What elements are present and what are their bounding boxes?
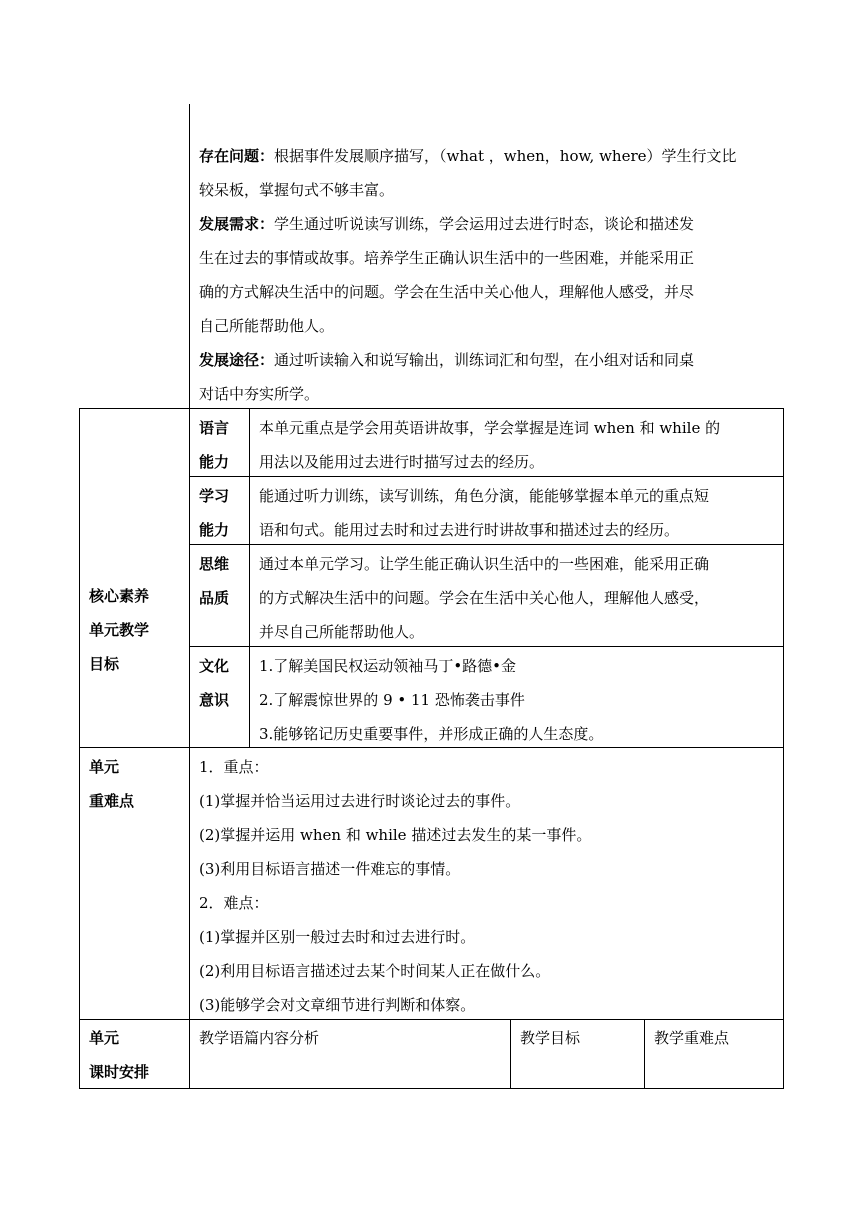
difficulty-line-1: 1．重点：: [199, 758, 269, 776]
needs-line-4: 自己所能帮助他人。: [199, 317, 335, 335]
difficulty-line-7: (2)利用目标语言描述过去某个时间某人正在做什么。: [199, 962, 551, 980]
schedule-col-teaching-goals: 教学目标: [520, 1029, 581, 1047]
table-bottom-border: [79, 1088, 784, 1089]
approach-label: 发展途径：: [199, 351, 275, 369]
difficulty-line-4: (3)利用目标语言描述一件难忘的事情。: [199, 860, 461, 878]
difficulty-section-bottom: [79, 1019, 784, 1020]
language-ability-text-1: 本单元重点是学会用英语讲故事，学会掌握是连词 when 和 while 的: [259, 419, 721, 437]
cultural-awareness-text-1: 1.了解美国民权运动领袖马丁•路德•金: [259, 657, 517, 675]
thinking-quality-text-3: 并尽自己所能帮助他人。: [259, 623, 425, 641]
approach-line-1: [199, 352, 694, 369]
table-top-border: [79, 408, 784, 409]
difficulty-line-3: (2)掌握并运用 when 和 while 描述过去发生的某一事件。: [199, 826, 592, 844]
schedule-divider-1: [510, 1019, 511, 1089]
schedule-col-content-analysis: 教学语篇内容分析: [199, 1029, 320, 1047]
language-ability-text-2: 用法以及能用过去进行时描写过去的经历。: [259, 453, 545, 471]
core-row-divider-2: [189, 544, 784, 545]
top-section-left-border: [189, 104, 190, 408]
needs-text-1: 学生通过听说读写训练，学会运用过去进行时态，谈论和描述发: [274, 215, 695, 233]
language-ability-label-2: 能力: [199, 453, 230, 471]
difficulty-label-1: 单元: [89, 758, 120, 776]
problems-label: 存在问题：: [199, 147, 275, 165]
approach-text-1: 通过听读输入和说写输出，训练词汇和句型，在小组对话和同桌: [274, 351, 695, 369]
thinking-quality-text-1: 通过本单元学习。让学生能正确认识生活中的一些困难，能采用正确: [259, 555, 710, 573]
cultural-awareness-label-1: 文化: [199, 657, 230, 675]
label-column-divider: [189, 408, 190, 1089]
learning-ability-label-1: 学习: [199, 487, 230, 505]
schedule-label-1: 单元: [89, 1029, 120, 1047]
core-label-line-2: 单元教学: [89, 621, 150, 639]
schedule-divider-2: [644, 1019, 645, 1089]
table-right-border: [783, 408, 784, 1089]
schedule-col-key-difficulties: 教学重难点: [654, 1029, 730, 1047]
difficulty-line-2: (1)掌握并恰当运用过去进行时谈论过去的事件。: [199, 792, 521, 810]
core-label-line-3: 目标: [89, 655, 120, 673]
learning-ability-text-2: 语和句式。能用过去时和过去进行时讲故事和描述过去的经历。: [259, 521, 680, 539]
core-row-divider-1: [189, 476, 784, 477]
difficulty-line-5: 2．难点：: [199, 894, 269, 912]
cultural-awareness-label-2: 意识: [199, 691, 230, 709]
core-section-bottom: [79, 747, 784, 748]
problems-line-1: [199, 148, 737, 165]
schedule-label-2: 课时安排: [89, 1063, 150, 1081]
cultural-awareness-text-3: 3.能够铭记历史重要事件，并形成正确的人生态度。: [259, 725, 604, 743]
cultural-awareness-text-2: 2.了解震惊世界的 9 • 11 恐怖袭击事件: [259, 691, 525, 709]
thinking-quality-label-1: 思维: [199, 555, 230, 573]
approach-line-2: 对话中夯实所学。: [199, 385, 320, 403]
difficulty-line-6: (1)掌握并区别一般过去时和过去进行时。: [199, 928, 476, 946]
needs-line-3: 确的方式解决生活中的问题。学会在生活中关心他人，理解他人感受，并尽: [199, 283, 695, 301]
core-row-divider-3: [189, 646, 784, 647]
core-subcolumn-divider: [249, 408, 250, 747]
thinking-quality-text-2: 的方式解决生活中的问题。学会在生活中关心他人，理解他人感受，: [259, 589, 710, 607]
core-label-line-1: 核心素养: [89, 587, 150, 605]
problems-line-2: 较呆板，掌握句式不够丰富。: [199, 181, 395, 199]
table-left-border: [79, 408, 80, 1089]
needs-label: 发展需求：: [199, 215, 275, 233]
language-ability-label-1: 语言: [199, 419, 230, 437]
thinking-quality-label-2: 品质: [199, 589, 230, 607]
learning-ability-label-2: 能力: [199, 521, 230, 539]
difficulty-label-2: 重难点: [89, 792, 135, 810]
needs-line-1: [199, 216, 694, 233]
learning-ability-text-1: 能通过听力训练，读写训练，角色分演，能能够掌握本单元的重点短: [259, 487, 710, 505]
difficulty-line-8: (3)能够学会对文章细节进行判断和体察。: [199, 996, 476, 1014]
needs-line-2: 生在过去的事情或故事。培养学生正确认识生活中的一些困难，并能采用正: [199, 249, 695, 267]
problems-text-1: 根据事件发展顺序描写，（what ，when，how, where）学生行文比: [274, 147, 737, 165]
